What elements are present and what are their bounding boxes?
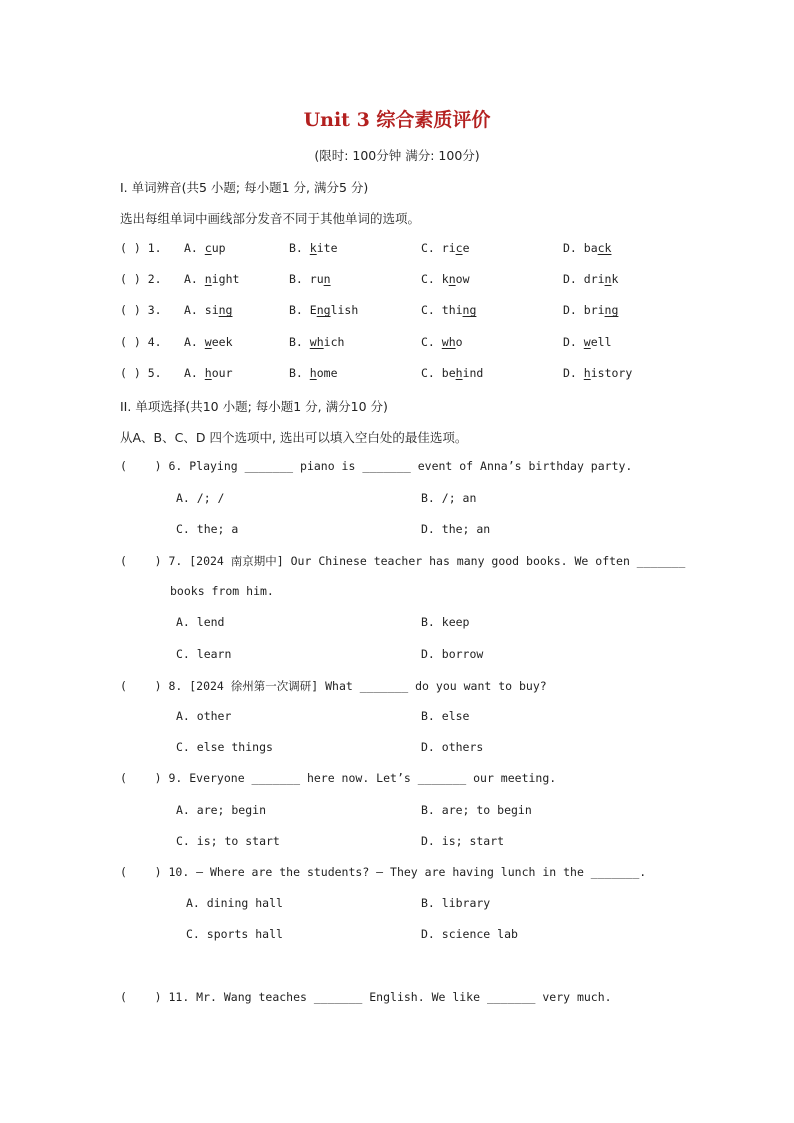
phonics-option-4c <box>421 335 463 349</box>
option-prefix: D. ba <box>563 241 598 255</box>
underlined-letters: n <box>323 272 331 286</box>
option-prefix: C. be <box>421 366 456 380</box>
underlined-letters: c <box>204 241 212 255</box>
underlined-letters: n <box>204 272 212 286</box>
phonics-item-1-number: ( ) 1. <box>120 241 162 255</box>
option-prefix: D. dri <box>563 272 605 286</box>
option-prefix: C. k <box>421 272 449 286</box>
option-6c: C. the; a <box>176 522 239 536</box>
section-2-heading: II. 单项选择(共10 小题; 每小题1 分, 满分10 分) <box>120 399 388 414</box>
option-prefix: D. <box>563 366 584 380</box>
option-10a: A. dining hall <box>186 896 283 910</box>
phonics-option-5a <box>184 366 233 380</box>
phonics-item-4-number: ( ) 4. <box>120 335 162 349</box>
underlined-letters: ng <box>604 303 619 317</box>
option-suffix: up <box>211 241 226 255</box>
option-9c: C. is; to start <box>176 834 280 848</box>
phonics-option-5b <box>289 366 338 380</box>
underlined-letters: ck <box>597 241 612 255</box>
option-prefix: B. <box>289 241 310 255</box>
option-10b: B. library <box>421 896 491 910</box>
phonics-option-4b <box>289 335 344 349</box>
underlined-letters: w <box>204 335 212 349</box>
option-9b: B. are; to begin <box>421 803 532 817</box>
phonics-option-4a <box>184 335 233 349</box>
option-6a: A. /; / <box>176 491 225 505</box>
phonics-option-2a <box>184 272 239 286</box>
option-9a: A. are; begin <box>176 803 267 817</box>
question-10: ( ) 10. — Where are the students? — They are having lunch in the _______. <box>120 865 647 879</box>
option-6d: D. the; an <box>421 522 491 536</box>
option-prefix: A. <box>184 335 205 349</box>
question-9-stem: ) 9. Everyone _______ here now. Let’s _______ our meeting. <box>154 771 557 785</box>
option-suffix: e <box>462 241 470 255</box>
question-6-stem: ) 6. Playing _______ piano is _______ event of Anna’s birthday party. <box>154 459 633 473</box>
option-7d: D. borrow <box>421 647 484 661</box>
option-suffix: o <box>455 335 463 349</box>
underlined-letters: h <box>204 366 212 380</box>
underlined-letters: h <box>309 366 317 380</box>
option-suffix: ow <box>455 272 470 286</box>
option-8b: B. else <box>421 709 470 723</box>
option-10c: C. sports hall <box>186 927 283 941</box>
phonics-option-3a <box>184 303 232 317</box>
option-suffix: ind <box>462 366 484 380</box>
phonics-option-2c <box>421 272 470 286</box>
question-9: ( ) 9. Everyone _______ here now. Let’s _______ our meeting. <box>120 771 557 785</box>
option-prefix: C. <box>421 335 442 349</box>
option-suffix: eek <box>211 335 233 349</box>
phonics-option-4d <box>563 335 612 349</box>
option-7b: B. keep <box>421 615 470 629</box>
option-prefix: C. ri <box>421 241 456 255</box>
underlined-letters: ng <box>316 303 331 317</box>
option-suffix: ite <box>316 241 338 255</box>
underlined-letters: h <box>455 366 463 380</box>
option-prefix: B. <box>289 366 310 380</box>
option-7a: A. lend <box>176 615 225 629</box>
option-9d: D. is; start <box>421 834 505 848</box>
option-suffix: our <box>211 366 233 380</box>
question-10-stem: ) 10. — Where are the students? — They are having lunch in the _______. <box>154 865 647 879</box>
question-8-stem: ) 8. [2024 徐州第一次调研] What _______ do you want to buy? <box>154 679 547 693</box>
phonics-option-3d <box>563 303 618 317</box>
underlined-letters: n <box>448 272 456 286</box>
underlined-letters: ng <box>462 303 477 317</box>
option-prefix: B. <box>289 335 310 349</box>
page-subtitle: (限时: 100分钟 满分: 100分) <box>314 148 480 163</box>
option-6b: B. /; an <box>421 491 477 505</box>
phonics-option-2b <box>289 272 331 286</box>
option-suffix: ome <box>316 366 338 380</box>
underlined-letters: w <box>583 335 591 349</box>
question-6: ( ) 6. Playing _______ piano is _______ event of Anna’s birthday party. <box>120 459 633 473</box>
phonics-option-1b <box>289 241 338 255</box>
option-8a: A. other <box>176 709 232 723</box>
option-prefix: C. thi <box>421 303 463 317</box>
option-suffix: ell <box>590 335 612 349</box>
underlined-letters: c <box>455 241 463 255</box>
option-suffix: istory <box>590 366 633 380</box>
option-suffix: lish <box>330 303 359 317</box>
option-prefix: D. bri <box>563 303 605 317</box>
option-8c: C. else things <box>176 740 273 754</box>
question-7-stem: ) 7. [2024 南京期中] Our Chinese teacher has many good books. We often _______ <box>154 554 686 568</box>
option-suffix: ich <box>323 335 345 349</box>
option-10d: D. science lab <box>421 927 518 941</box>
page-title: Unit 3 综合素质评价 <box>303 109 491 131</box>
underlined-letters: h <box>583 366 591 380</box>
option-7c: C. learn <box>176 647 232 661</box>
underlined-letters: n <box>604 272 612 286</box>
option-suffix: k <box>611 272 619 286</box>
question-11: ( ) 11. Mr. Wang teaches _______ English. We like _______ very much. <box>120 990 612 1004</box>
phonics-item-5-number: ( ) 5. <box>120 366 162 380</box>
section-1-heading: I. 单词辨音(共5 小题; 每小题1 分, 满分5 分) <box>120 180 369 195</box>
phonics-option-5d <box>563 366 632 380</box>
option-prefix: A. <box>184 241 205 255</box>
option-prefix: A. <box>184 272 205 286</box>
question-8: ( ) 8. [2024 徐州第一次调研] What _______ do you want to buy? <box>120 679 547 693</box>
phonics-option-1a <box>184 241 226 255</box>
question-7-stem-continued: books from him. <box>170 584 274 598</box>
underlined-letters: wh <box>309 335 324 349</box>
phonics-option-2d <box>563 272 618 286</box>
underlined-letters: wh <box>441 335 456 349</box>
phonics-option-5c <box>421 366 483 380</box>
option-prefix: A. si <box>184 303 219 317</box>
phonics-option-1d <box>563 241 611 255</box>
underlined-letters: ng <box>218 303 233 317</box>
option-prefix: B. ru <box>289 272 324 286</box>
phonics-item-2-number: ( ) 2. <box>120 272 162 286</box>
phonics-option-3b <box>289 303 358 317</box>
option-prefix: B. E <box>289 303 317 317</box>
question-11-stem: ) 11. Mr. Wang teaches _______ English. We like _______ very much. <box>154 990 612 1004</box>
option-8d: D. others <box>421 740 484 754</box>
section-2-instruction: 从A、B、C、D 四个选项中, 选出可以填入空白处的最佳选项。 <box>120 430 468 445</box>
option-prefix: D. <box>563 335 584 349</box>
option-prefix: A. <box>184 366 205 380</box>
phonics-item-3-number: ( ) 3. <box>120 303 162 317</box>
section-1-instruction: 选出每组单词中画线部分发音不同于其他单词的选项。 <box>120 211 421 226</box>
underlined-letters: k <box>309 241 317 255</box>
question-7: ( ) 7. [2024 南京期中] Our Chinese teacher has many good books. We often _______ <box>120 554 686 568</box>
phonics-option-3c <box>421 303 476 317</box>
phonics-option-1c <box>421 241 470 255</box>
option-suffix: ight <box>211 272 240 286</box>
